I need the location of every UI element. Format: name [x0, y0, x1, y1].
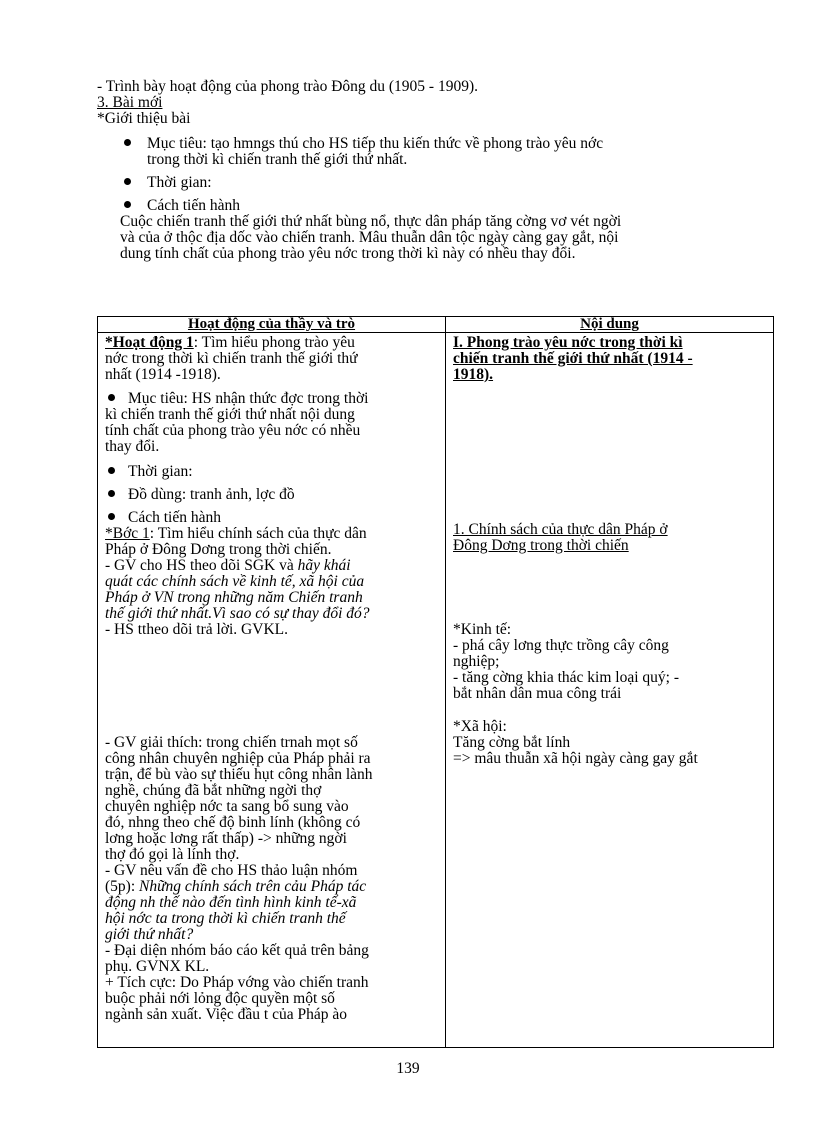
prev-lesson-line: - Trình bày hoạt động của phong trào Đông du (1905 - 1909). — [97, 78, 478, 95]
step-line-1: *Bớc 1: Tìm hiểu chính sách của thực dân — [105, 525, 367, 542]
goal-line-1: Mục tiêu: tạo hmngs thú cho HS tiếp thu kiến thức về phong trào yêu nớc — [147, 135, 604, 152]
intro-paragraph-line-3: dung tính chất của phong trào yêu nớc trong thời kì này có nhều thay đổi. — [120, 245, 576, 262]
economy-title: *Kinh tế: — [453, 621, 512, 638]
economy-line-4: bắt nhân dân mua công trái — [453, 685, 622, 702]
gv-discussion-line-3: động nh thế nào đến tình hình kinh tế-xã — [105, 894, 357, 911]
gv-explain-line-4: nghề, chúng đã bắt những ngời thợ — [105, 782, 322, 799]
right-column — [446, 333, 774, 1048]
gv-question-line-1: - GV cho HS theo dõi SGK và hãy khái — [105, 557, 351, 574]
bullet-icon — [108, 490, 115, 497]
positive-line-2: buộc phải nới lỏng độc quyền một số — [105, 990, 335, 1007]
goal-line-2: kì chiến tranh thế giới thứ nhất nội dung — [105, 406, 355, 423]
intro-paragraph-line-2: và của ở thộc địa dốc vào chiến tranh. Mâu thuẫn dân tộc ngày càng gay gắt, nội — [120, 229, 619, 246]
method-line: Cách tiến hành — [147, 197, 240, 214]
time-line: Thời gian: — [147, 174, 212, 191]
step-line-2: Pháp ở Đông Dơng trong thời chiến. — [105, 541, 332, 558]
goal-line-3: tính chất của phong trào yêu nớc có nhều — [105, 422, 361, 439]
gv-explain-line-8: thợ đó gọi là lính thợ. — [105, 846, 240, 863]
positive-line-1: + Tích cực: Do Pháp vớng vào chiến tranh — [105, 974, 369, 991]
bullet-icon — [124, 139, 131, 146]
lesson-table — [97, 316, 774, 1048]
policy-subtitle-line-2: Đông Dơng trong thời chiến — [453, 537, 629, 554]
policy-subtitle-line-1: 1. Chính sách của thực dân Pháp ở — [453, 521, 668, 538]
header-left: Hoạt động của thầy và trò — [98, 317, 446, 333]
content-title-line-2: chiến tranh thế giới thứ nhất (1914 - — [453, 350, 693, 367]
gv-explain-line-1: - GV giải thích: trong chiến trnah mọt số — [105, 734, 358, 751]
gv-discussion-line-4: hội nớc ta trong thời kì chiến tranh thế — [105, 910, 346, 927]
bullet-icon — [124, 201, 131, 208]
intro-title: *Giới thiệu bài — [97, 110, 191, 127]
gv-discussion-line-2: (5p): Những chính sách trên cảu Pháp tác — [105, 878, 367, 895]
tools-line: Đồ dùng: tranh ảnh, lợc đồ — [128, 486, 295, 503]
society-line-1: Tăng cờng bắt lính — [453, 734, 571, 751]
left-column — [98, 333, 446, 1048]
gv-explain-line-6: đó, nhng theo chế độ binh lính (không có — [105, 814, 361, 831]
gv-discussion-line-5: giới thứ nhất? — [105, 926, 194, 943]
economy-line-2: nghiệp; — [453, 653, 500, 670]
positive-line-3: ngành sản xuất. Việc đầu t của Pháp ào — [105, 1006, 347, 1023]
activity-line-1: *Hoạt động 1: Tìm hiểu phong trào yêu — [105, 334, 355, 351]
gv-question-line-4: thế giới thứ nhất.Vì sao có sự thay đổi đó? — [105, 605, 370, 622]
hs-answer-line: - HS ttheo dõi trả lời. GVKL. — [105, 621, 288, 638]
time-line: Thời gian: — [128, 463, 193, 480]
report-line-2: phụ. GVNX KL. — [105, 958, 210, 975]
header-right: Nội dung — [446, 317, 774, 333]
goal-line-2: trong thời kì chiến tranh thế giới thứ nhất. — [147, 151, 408, 168]
content-title-line-1: I. Phong trào yêu nớc trong thời kì — [453, 334, 683, 351]
bullet-icon — [124, 178, 131, 185]
economy-line-1: - phá cây lơng thực trồng cây công — [453, 637, 669, 654]
society-title: *Xã hội: — [453, 718, 507, 735]
intro-paragraph-line-1: Cuộc chiến tranh thế giới thứ nhất bùng nổ, thực dân pháp tăng cờng vơ vét ngời — [120, 213, 622, 230]
economy-line-3: - tăng cờng khia thác kim loại quý; - — [453, 669, 679, 686]
goal-line-1: Mục tiêu: HS nhận thức đợc trong thời — [128, 390, 369, 407]
gv-explain-line-3: trận, để bù vào sự thiếu hụt công nhân lành — [105, 766, 373, 783]
goal-line-4: thay đổi. — [105, 438, 160, 455]
gv-question-line-3: Pháp ở VN trong những năm Chiến tranh — [105, 589, 363, 606]
bullet-icon — [108, 467, 115, 474]
gv-explain-line-5: chuyên nghiệp nớc ta sang bổ sung vào — [105, 798, 349, 815]
gv-discussion-line-1: - GV nêu vấn đề cho HS thảo luận nhóm — [105, 862, 358, 879]
activity-line-3: nhất (1914 -1918). — [105, 366, 221, 383]
society-line-2: => mâu thuẫn xã hội ngày càng gay gắt — [453, 750, 698, 767]
section-title: 3. Bài mới — [97, 94, 163, 111]
bullet-icon — [108, 513, 115, 520]
gv-explain-line-7: lơng hoặc lơng rất thấp) -> những ngời — [105, 830, 347, 847]
activity-line-2: nớc trong thời kì chiến tranh thế giới thứ — [105, 350, 358, 367]
method-line: Cách tiến hành — [128, 509, 221, 526]
page-number: 139 — [396, 1060, 420, 1077]
report-line-1: - Đại diện nhóm báo cáo kết quả trên bảng — [105, 942, 369, 959]
content-title-line-3: 1918). — [453, 366, 494, 383]
gv-question-line-2: quát các chính sách về kinh tế, xã hội của — [105, 573, 365, 590]
bullet-icon — [108, 394, 115, 401]
gv-explain-line-2: công nhân chuyên nghiệp của Pháp phải ra — [105, 750, 371, 767]
